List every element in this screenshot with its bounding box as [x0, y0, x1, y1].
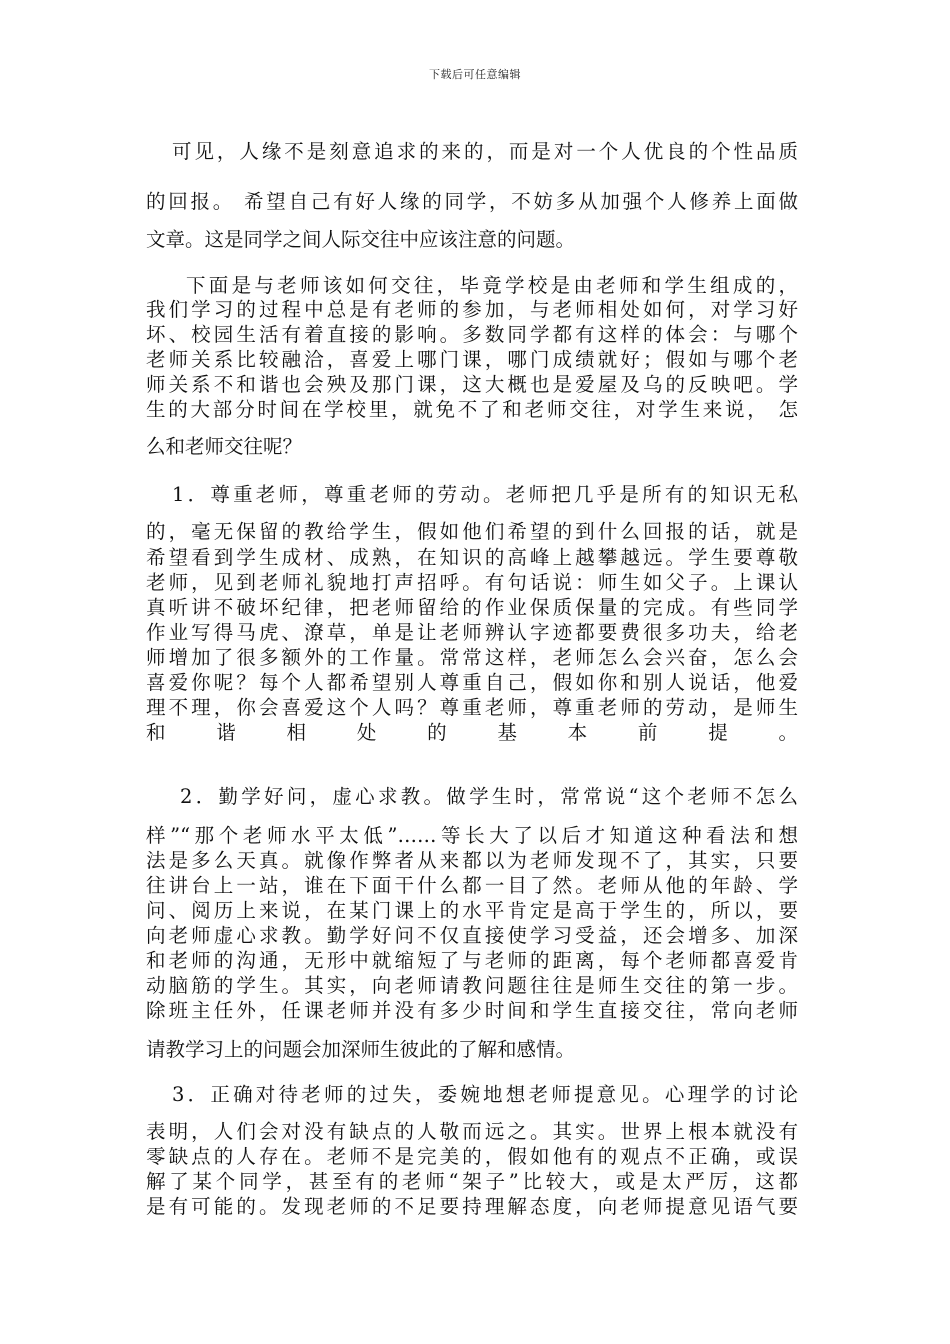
text-line: 1．尊重老师，尊重老师的劳动。老师把几乎是所有的知识无私: [172, 483, 798, 506]
text-line: 向老师虚心求教。勤学好问不仅直接使学习受益，还会增多、加深: [146, 924, 798, 947]
text-line: 请教学习上的问题会加深师生彼此的了解和感情。: [146, 1038, 576, 1061]
text-line: 老师关系比较融洽，喜爱上哪门课，哪门成绩就好；假如与哪个老: [146, 348, 798, 371]
text-line: 可见，人缘不是刻意追求的来的，而是对一个人优良的个性品质: [172, 140, 798, 163]
text-line: 零缺点的人存在。老师不是完美的，假如他有的观点不正确，或误: [146, 1145, 798, 1168]
page-header: 下载后可任意编辑: [429, 68, 521, 81]
text-line: 坏、校园生活有着直接的影响。多数同学都有这样的体会：与哪个: [146, 323, 798, 346]
text-line: 是有可能的。发现老师的不足要持理解态度，向老师提意见语气要: [146, 1195, 798, 1218]
text-line: 的，毫无保留的教给学生，假如他们希望的到什么回报的话，就是: [146, 520, 798, 543]
text-line: 我们学习的过程中总是有老师的参加，与老师相处如何，对学习好: [146, 298, 798, 321]
text-line: 表明，人们会对没有缺点的人敬而远之。其实。世界上根本就没有: [146, 1120, 798, 1143]
text-line: 和老师的沟通，无形中就缩短了与老师的距离，每个老师都喜爱肯: [146, 949, 798, 972]
text-line: 2．勤学好问，虚心求教。做学生时，常常说“这个老师不怎么: [180, 785, 798, 808]
text-line: 喜爱你呢？每个人都希望别人尊重自己，假如你和别人说话，他爱: [146, 671, 798, 694]
text-line: 3．正确对待老师的过失，委婉地想老师提意见。心理学的讨论: [172, 1083, 798, 1106]
text-line: 师增加了很多额外的工作量。常常这样，老师怎么会兴奋，怎么会: [146, 646, 798, 669]
text-line: 除班主任外，任课老师并没有多少时间和学生直接交往，常向老师: [146, 999, 798, 1022]
text-line: 往讲台上一站，谁在下面干什么都一目了然。老师从他的年龄、学: [146, 874, 798, 897]
text-line: 解了某个同学，甚至有的老师“架子”比较大，或是太严厉，这都: [146, 1170, 798, 1193]
text-line: 问、阅历上来说，在某门课上的水平肯定是高于学生的，所以，要: [146, 899, 798, 922]
text-line: 动脑筋的学生。其实，向老师请教问题往往是师生交往的第一步。: [146, 974, 798, 997]
text-line: 的回报。 希望自己有好人缘的同学，不妨多从加强个人修养上面做: [146, 190, 798, 213]
text-line: 老师，见到老师礼貌地打声招呼。有句话说：师生如父子。上课认: [146, 571, 798, 594]
text-line: 样”“那个老师水平太低”……等长大了以后才知道这种看法和想: [146, 824, 798, 847]
text-line: 下面是与老师该如何交往，毕竟学校是由老师和学生组成的，: [186, 274, 798, 297]
text-line: 和谐相处的基本前提。: [146, 721, 798, 744]
text-line: 真听讲不破坏纪律，把老师留给的作业保质保量的完成。有些同学: [146, 596, 798, 619]
text-line: 法是多么天真。就像作弊者从来都以为老师发现不了，其实，只要: [146, 849, 798, 872]
text-line: 作业写得马虎、潦草，单是让老师辨认字迹都要费很多功夫，给老: [146, 621, 798, 644]
text-line: 生的大部分时间在学校里，就免不了和老师交往，对学生来说， 怎: [146, 398, 798, 421]
text-line: 文章。这是同学之间人际交往中应该注意的问题。: [146, 228, 576, 251]
text-line: 么和老师交往呢？: [146, 435, 303, 458]
text-line: 希望看到学生成材、成熟，在知识的高峰上越攀越远。学生要尊敬: [146, 546, 798, 569]
text-line: 师关系不和谐也会殃及那门课，这大概也是爱屋及乌的反映吧。学: [146, 373, 798, 396]
text-line: 理不理，你会喜爱这个人吗？尊重老师，尊重老师的劳动，是师生: [146, 696, 798, 719]
